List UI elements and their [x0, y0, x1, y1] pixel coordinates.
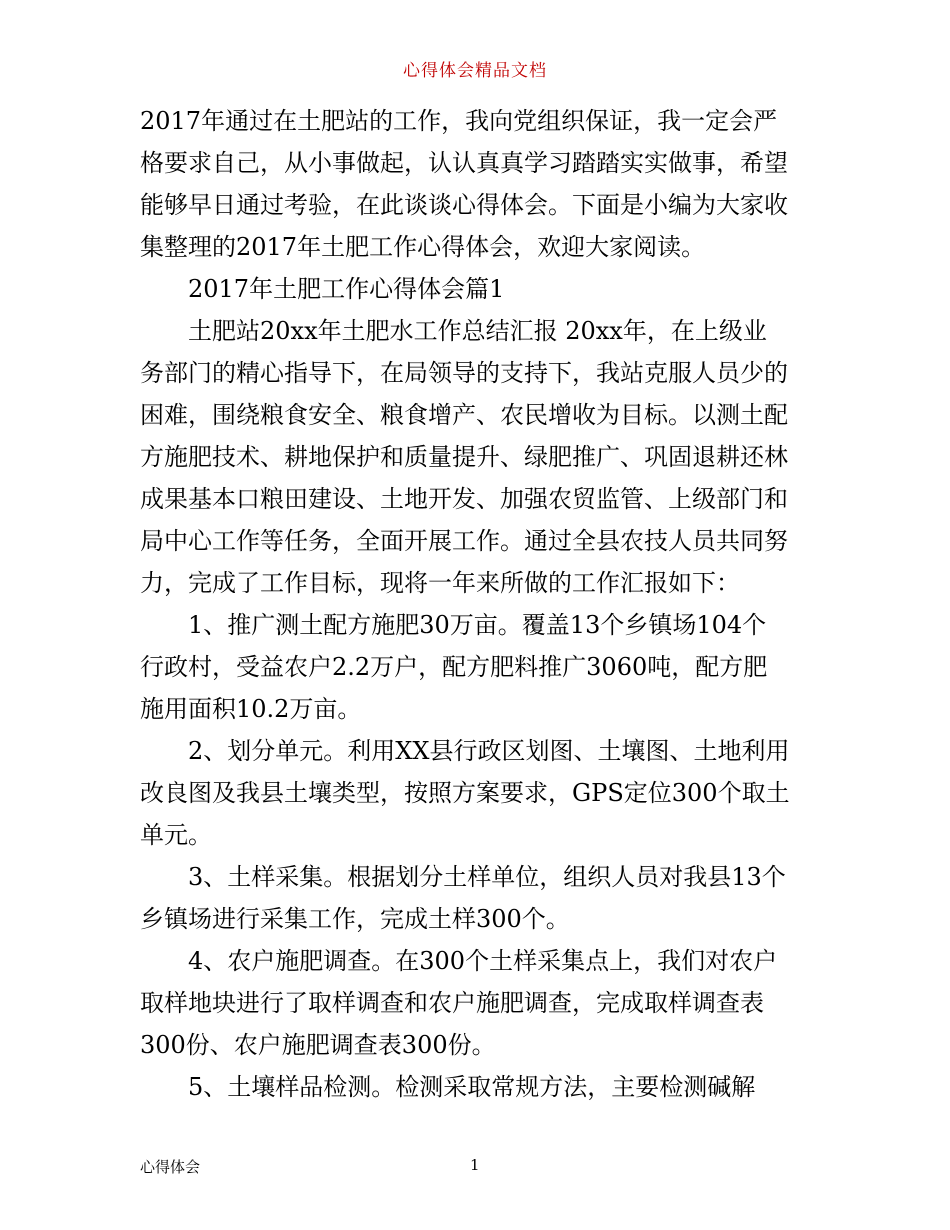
- page-number: 1: [470, 1156, 480, 1174]
- text-line: 局中心工作等任务，全面开展工作。通过全县农技人员共同努: [140, 527, 788, 555]
- text-line: 能够早日通过考验，在此谈谈心得体会。下面是小编为大家收: [140, 191, 788, 219]
- document-body: [140, 100, 812, 1108]
- text-line: 2、划分单元。利用XX县行政区划图、土壤图、土地利用: [188, 737, 790, 765]
- text-line: 困难，围绕粮食安全、粮食增产、农民增收为目标。以测土配: [140, 401, 788, 429]
- text-line: 单元。: [140, 821, 212, 849]
- text-line: 1、推广测土配方施肥30万亩。覆盖13个乡镇场104个: [188, 611, 767, 639]
- text-line: 集整理的2017年土肥工作心得体会，欢迎大家阅读。: [140, 233, 706, 261]
- footer-label: 心得体会: [140, 1158, 201, 1176]
- text-line: 乡镇场进行采集工作，完成土样300个。: [140, 905, 570, 933]
- text-line: 2017年通过在土肥站的工作，我向党组织保证，我一定会严: [140, 107, 778, 135]
- text-line: 改良图及我县土壤类型，按照方案要求，GPS定位300个取土: [140, 779, 790, 807]
- text-line: 300份、农户施肥调查表300份。: [140, 1031, 496, 1059]
- text-line: 成果基本口粮田建设、土地开发、加强农贸监管、上级部门和: [140, 485, 788, 513]
- text-line: 务部门的精心指导下，在局领导的支持下，我站克服人员少的: [140, 359, 788, 387]
- text-line: 力，完成了工作目标，现将一年来所做的工作汇报如下：: [140, 569, 740, 597]
- section-heading: 2017年土肥工作心得体会篇1: [188, 275, 505, 303]
- text-line: 土肥站20xx年土肥水工作总结汇报 20xx年，在上级业: [188, 317, 767, 345]
- text-line: 方施肥技术、耕地保护和质量提升、绿肥推广、巩固退耕还林: [140, 443, 788, 471]
- text-line: 格要求自己，从小事做起，认认真真学习踏踏实实做事，希望: [140, 149, 788, 177]
- text-line: 4、农户施肥调查。在300个土样采集点上，我们对农户: [188, 947, 778, 975]
- text-line: 行政村，受益农户2.2万户，配方肥料推广3060吨，配方肥: [140, 653, 768, 681]
- document-header: 心得体会精品文档: [403, 61, 547, 81]
- text-line: 5、土壤样品检测。检测采取常规方法，主要检测碱解: [188, 1073, 756, 1101]
- text-line: 取样地块进行了取样调查和农户施肥调查，完成取样调查表: [140, 989, 764, 1017]
- text-line: 施用面积10.2万亩。: [140, 695, 362, 723]
- text-line: 3、土样采集。根据划分土样单位，组织人员对我县13个: [188, 863, 786, 891]
